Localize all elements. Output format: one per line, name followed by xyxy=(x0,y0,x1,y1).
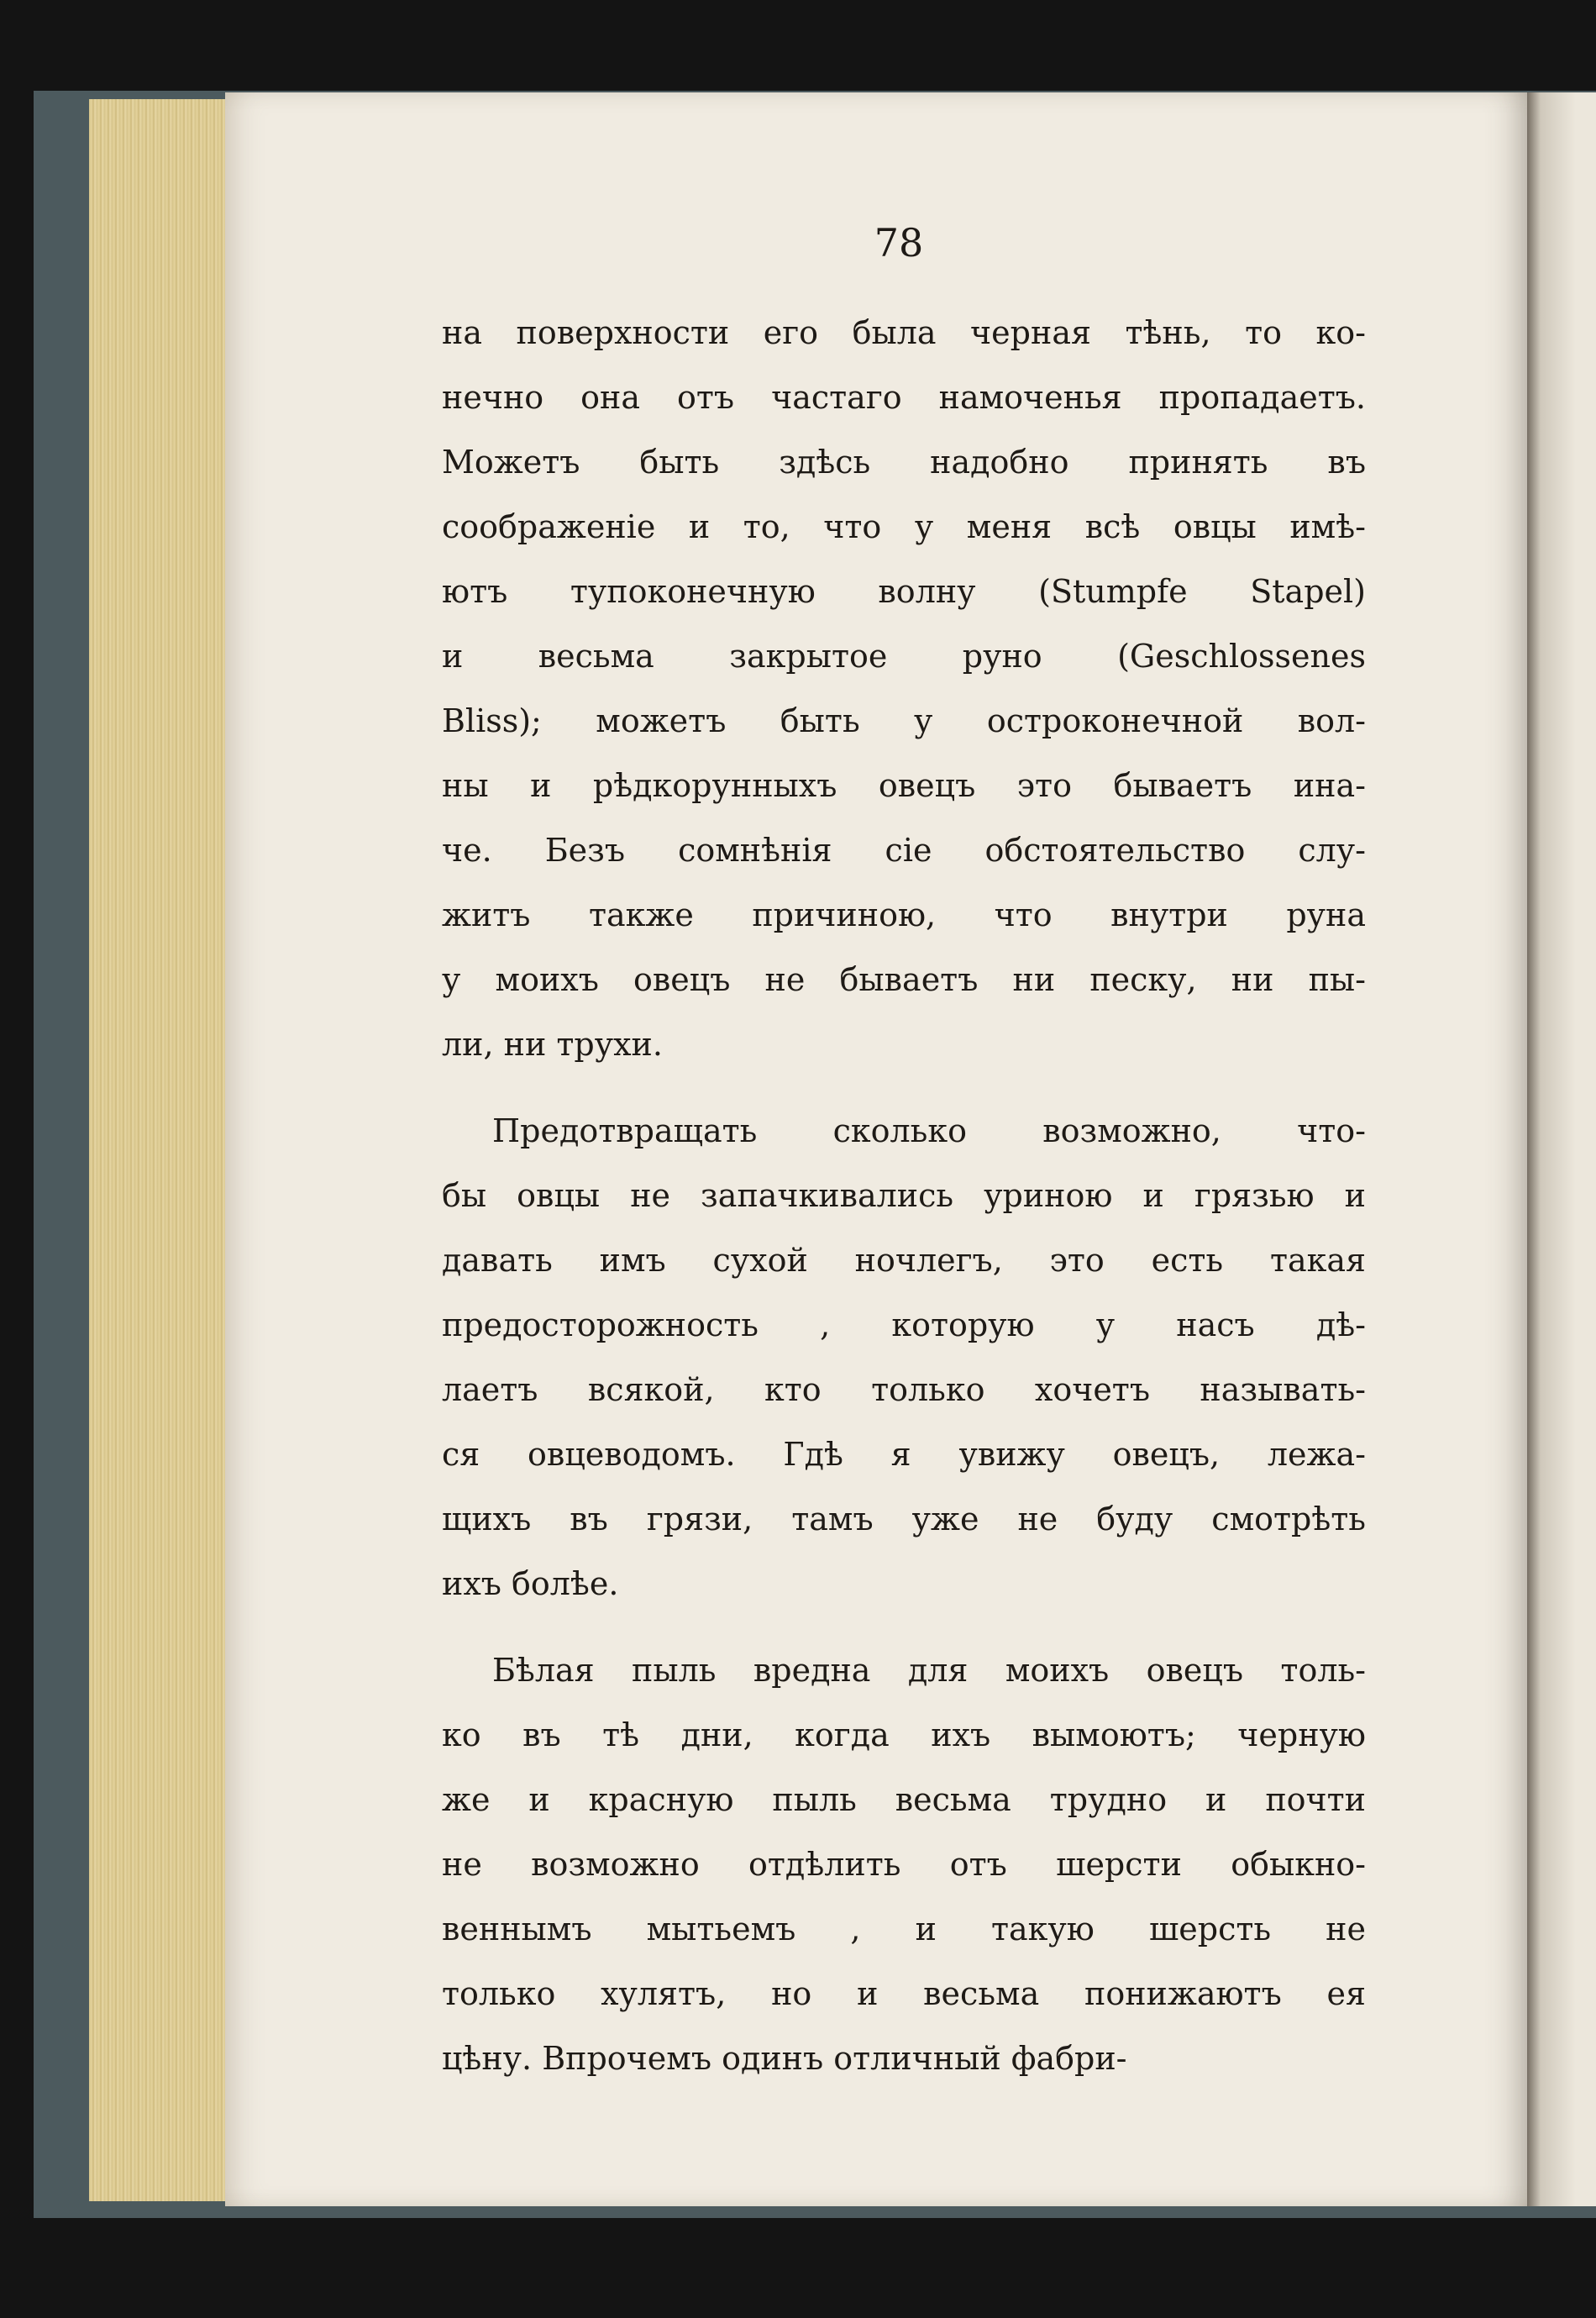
text-line: ся овцеводомъ. Гдѣ я увижу овецъ, лежа- xyxy=(442,1436,1366,1473)
text-line: ны и рѣдкорунныхъ овецъ это бываетъ ина- xyxy=(442,767,1366,804)
text-line: ли, ни трухи. xyxy=(442,1026,663,1063)
text-line: че. Безъ сомнѣнія сіе обстоятельство слу- xyxy=(442,832,1366,869)
page-edges xyxy=(89,99,232,2201)
text-line: щихъ въ грязи, тамъ уже не буду смотрѣть xyxy=(442,1501,1366,1537)
text-line: Bliss); можетъ быть у остроконечной вол- xyxy=(442,702,1366,739)
paragraph-gap xyxy=(442,1616,1366,1638)
paragraph-gap xyxy=(442,1077,1366,1099)
body-text xyxy=(442,301,1366,2091)
text-line: Можетъ быть здѣсь надобно принять въ xyxy=(442,444,1366,481)
text-line: же и красную пыль весьма трудно и почти xyxy=(442,1781,1366,1818)
text-line: не возможно отдѣлить отъ шерсти обыкно- xyxy=(442,1846,1366,1883)
text-line: Бѣлая пыль вредна для моихъ овецъ толь- xyxy=(492,1652,1366,1689)
text-line: житъ также причиною, что внутри руна xyxy=(442,896,1366,933)
text-line: соображеніе и то, что у меня всѣ овцы имѣ- xyxy=(442,508,1366,545)
page-number: 78 xyxy=(874,220,924,265)
facing-page-edge xyxy=(1525,92,1596,2206)
text-line: лаетъ всякой, кто только хочетъ называть- xyxy=(442,1371,1366,1408)
text-line: у моихъ овецъ не бываетъ ни песку, ни пы- xyxy=(442,961,1366,998)
paragraph xyxy=(442,301,1366,1077)
text-line: бы овцы не запачкивались уриною и грязью и xyxy=(442,1177,1366,1214)
text-line: ихъ болѣе. xyxy=(442,1565,619,1602)
text-line: Предотвращать сколько возможно, что- xyxy=(492,1112,1366,1149)
text-line: цѣну. Впрочемъ одинъ отличный фабри- xyxy=(442,2040,1127,2077)
paragraph xyxy=(442,1638,1366,2091)
text-line: предосторожность , которую у насъ дѣ- xyxy=(442,1306,1366,1343)
text-line: и весьма закрытое руно (Geschlossenes xyxy=(442,638,1366,675)
paragraph xyxy=(442,1099,1366,1616)
text-line: нечно она отъ частаго намоченья пропадаетъ. xyxy=(442,379,1366,416)
text-line: на поверхности его была черная тѣнь, то ко- xyxy=(442,314,1366,351)
text-line: веннымъ мытьемъ , и такую шерсть не xyxy=(442,1911,1366,1947)
text-line: ко въ тѣ дни, когда ихъ вымоютъ; черную xyxy=(442,1716,1366,1753)
text-line: ютъ тупоконечную волну (Stumpfe Stapel) xyxy=(442,573,1366,610)
text-line: давать имъ сухой ночлегъ, это есть такая xyxy=(442,1242,1366,1279)
text-line: только хулятъ, но и весьма понижаютъ ея xyxy=(442,1975,1366,2012)
